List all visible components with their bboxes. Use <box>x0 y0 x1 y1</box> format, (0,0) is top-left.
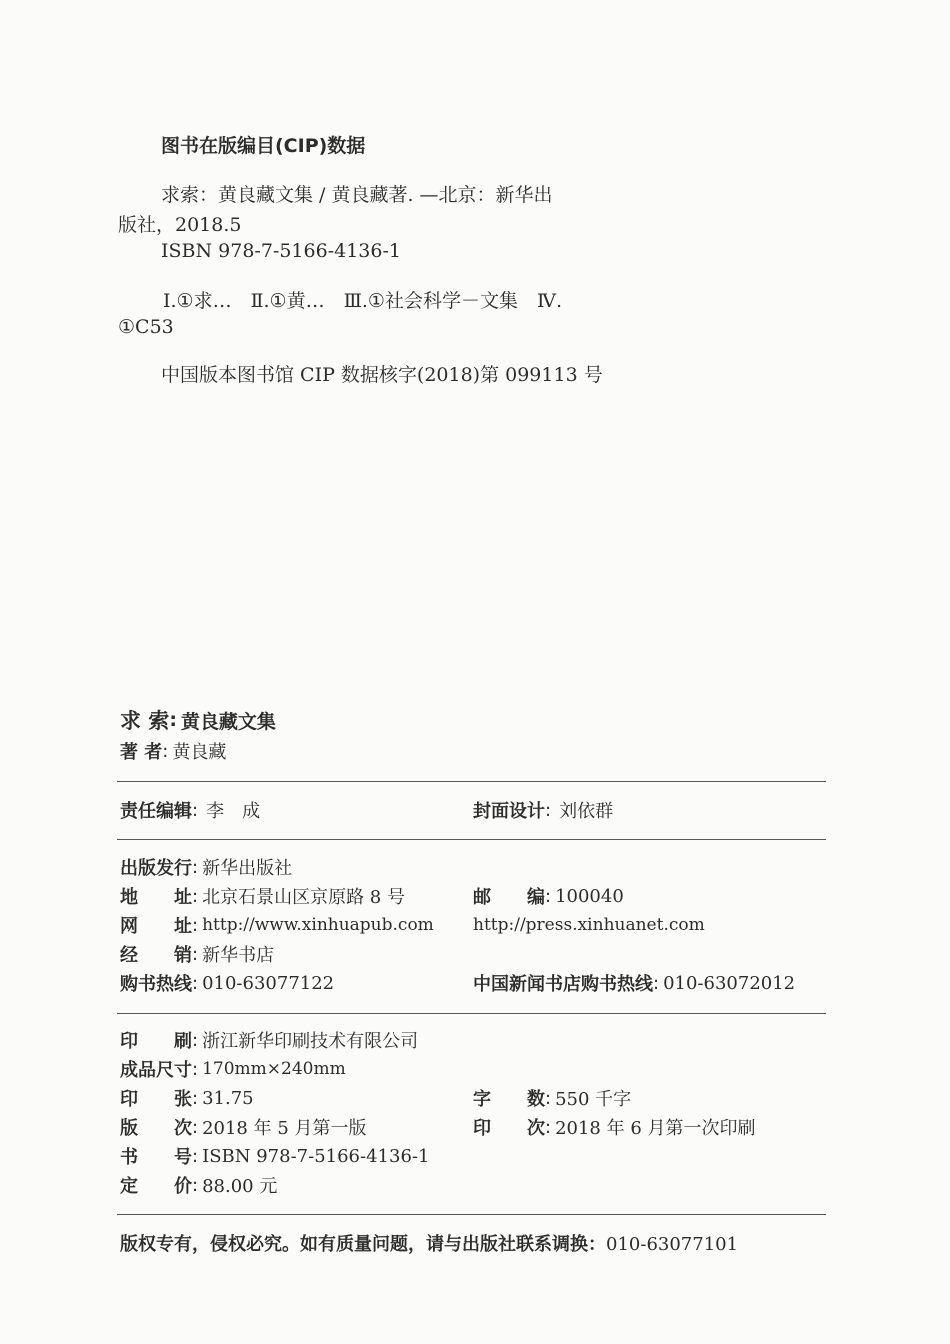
contact-phone: 010-63077101 <box>606 1234 739 1255</box>
sheets-row <box>120 1085 254 1111</box>
publisher-row <box>120 854 292 880</box>
impression-label: 印 次 <box>473 1118 545 1139</box>
colon: : <box>192 1116 199 1138</box>
divider <box>117 1013 826 1014</box>
size-value: 170mm×240mm <box>202 1059 346 1079</box>
divider <box>117 1214 826 1215</box>
author-value: 黄良藏 <box>172 742 227 763</box>
cip-line-publisher: 版社，2018.5 <box>118 214 242 236</box>
distributor-value: 新华书店 <box>202 945 275 966</box>
postcode-label: 邮 编 <box>473 887 545 908</box>
printer-value: 浙江新华印刷技术有限公司 <box>202 1031 419 1052</box>
hotline2-row <box>473 970 795 996</box>
words-label: 字 数 <box>473 1089 545 1110</box>
colon: : <box>192 972 199 994</box>
price-label: 定 价 <box>120 1176 192 1197</box>
colon: : <box>192 1058 199 1080</box>
cip-heading: 图书在版编目(CIP)数据 <box>161 135 366 157</box>
size-label: 成品尺寸 <box>120 1060 192 1081</box>
words-value: 550 千字 <box>555 1089 632 1110</box>
divider <box>117 839 826 840</box>
author-label: 著 者 <box>120 742 163 763</box>
cover-design-row <box>473 797 613 823</box>
cip-line-classification: ①C53 <box>118 316 174 338</box>
colon: : <box>192 1145 199 1167</box>
address-label: 地 址 <box>120 887 192 908</box>
address-value: 北京石景山区京原路 8 号 <box>202 887 405 908</box>
hotline2-value: 010-63072012 <box>663 972 796 994</box>
printer-row <box>120 1027 418 1053</box>
colon: : <box>653 972 660 994</box>
printer-label: 印 刷 <box>120 1031 192 1052</box>
colon: : <box>545 885 552 907</box>
hotline-row <box>120 970 334 996</box>
edition-row <box>120 1114 367 1140</box>
copyright-notice <box>120 1230 738 1256</box>
website-link[interactable]: http://www.xinhuapub.com <box>202 915 434 935</box>
address-row <box>120 883 405 909</box>
editor-label: 责任编辑 <box>120 801 192 822</box>
colon: : <box>545 1116 552 1138</box>
price-row <box>120 1172 277 1198</box>
impression-row <box>473 1114 756 1140</box>
cip-line-subjects: Ⅰ.①求… Ⅱ.①黄… Ⅲ.①社会科学－文集 Ⅳ. <box>163 290 562 312</box>
distributor-label: 经 销 <box>120 945 192 966</box>
words-row <box>473 1085 631 1111</box>
postcode-row <box>473 883 624 909</box>
cip-line-title: 求索：黄良藏文集 / 黄良藏著. —北京：新华出 <box>161 184 553 206</box>
divider <box>117 781 826 782</box>
colon: : <box>192 943 199 965</box>
sheets-value: 31.75 <box>202 1087 254 1109</box>
colon: : <box>162 740 169 762</box>
edition-label: 版 次 <box>120 1118 192 1139</box>
colon: : <box>192 799 199 821</box>
book-title-label: 求 索 <box>120 709 170 733</box>
hotline-value: 010-63077122 <box>202 972 335 994</box>
hotline2-label: 中国新闻书店购书热线 <box>473 974 653 995</box>
edition-value: 2018 年 5 月第一版 <box>202 1118 367 1139</box>
cip-line-isbn: ISBN 978-7-5166-4136-1 <box>161 240 401 262</box>
book-title-value: 黄良藏文集 <box>180 710 276 733</box>
hotline-label: 购书热线 <box>120 974 192 995</box>
sheets-label: 印 张 <box>120 1089 192 1110</box>
postcode-value: 100040 <box>555 885 624 907</box>
book-author-row <box>120 738 226 764</box>
colon: : <box>192 914 199 936</box>
colon: : <box>192 1029 199 1051</box>
publisher-label: 出版发行 <box>120 858 192 879</box>
colon: : <box>192 1087 199 1109</box>
colon: : <box>169 709 177 731</box>
isbn-row <box>120 1143 429 1169</box>
website2-link[interactable]: http://press.xinhuanet.com <box>473 915 705 935</box>
copyright-notice-text: 版权专有，侵权必究。如有质量问题，请与出版社联系调换： <box>120 1234 606 1255</box>
colon: : <box>192 856 199 878</box>
cip-line-record-number: 中国版本图书馆 CIP 数据核字(2018)第 099113 号 <box>161 364 603 386</box>
website-label: 网 址 <box>120 916 192 937</box>
editor-value: 李 成 <box>206 801 261 822</box>
website2-row <box>473 912 705 938</box>
book-title-row <box>120 707 276 733</box>
publisher-value: 新华出版社 <box>202 858 293 879</box>
colon: : <box>192 885 199 907</box>
isbn-value: ISBN 978-7-5166-4136-1 <box>202 1145 430 1167</box>
size-row <box>120 1056 346 1082</box>
website-row <box>120 912 434 938</box>
price-value: 88.00 元 <box>202 1176 278 1197</box>
colon: : <box>545 1087 552 1109</box>
colon: : <box>192 1174 199 1196</box>
cover-design-label: 封面设计 <box>473 801 545 822</box>
colon: : <box>545 799 552 821</box>
isbn-label: 书 号 <box>120 1147 192 1168</box>
cover-design-value: 刘依群 <box>559 801 614 822</box>
editor-row <box>120 797 260 823</box>
impression-value: 2018 年 6 月第一次印刷 <box>555 1118 756 1139</box>
distributor-row <box>120 941 274 967</box>
